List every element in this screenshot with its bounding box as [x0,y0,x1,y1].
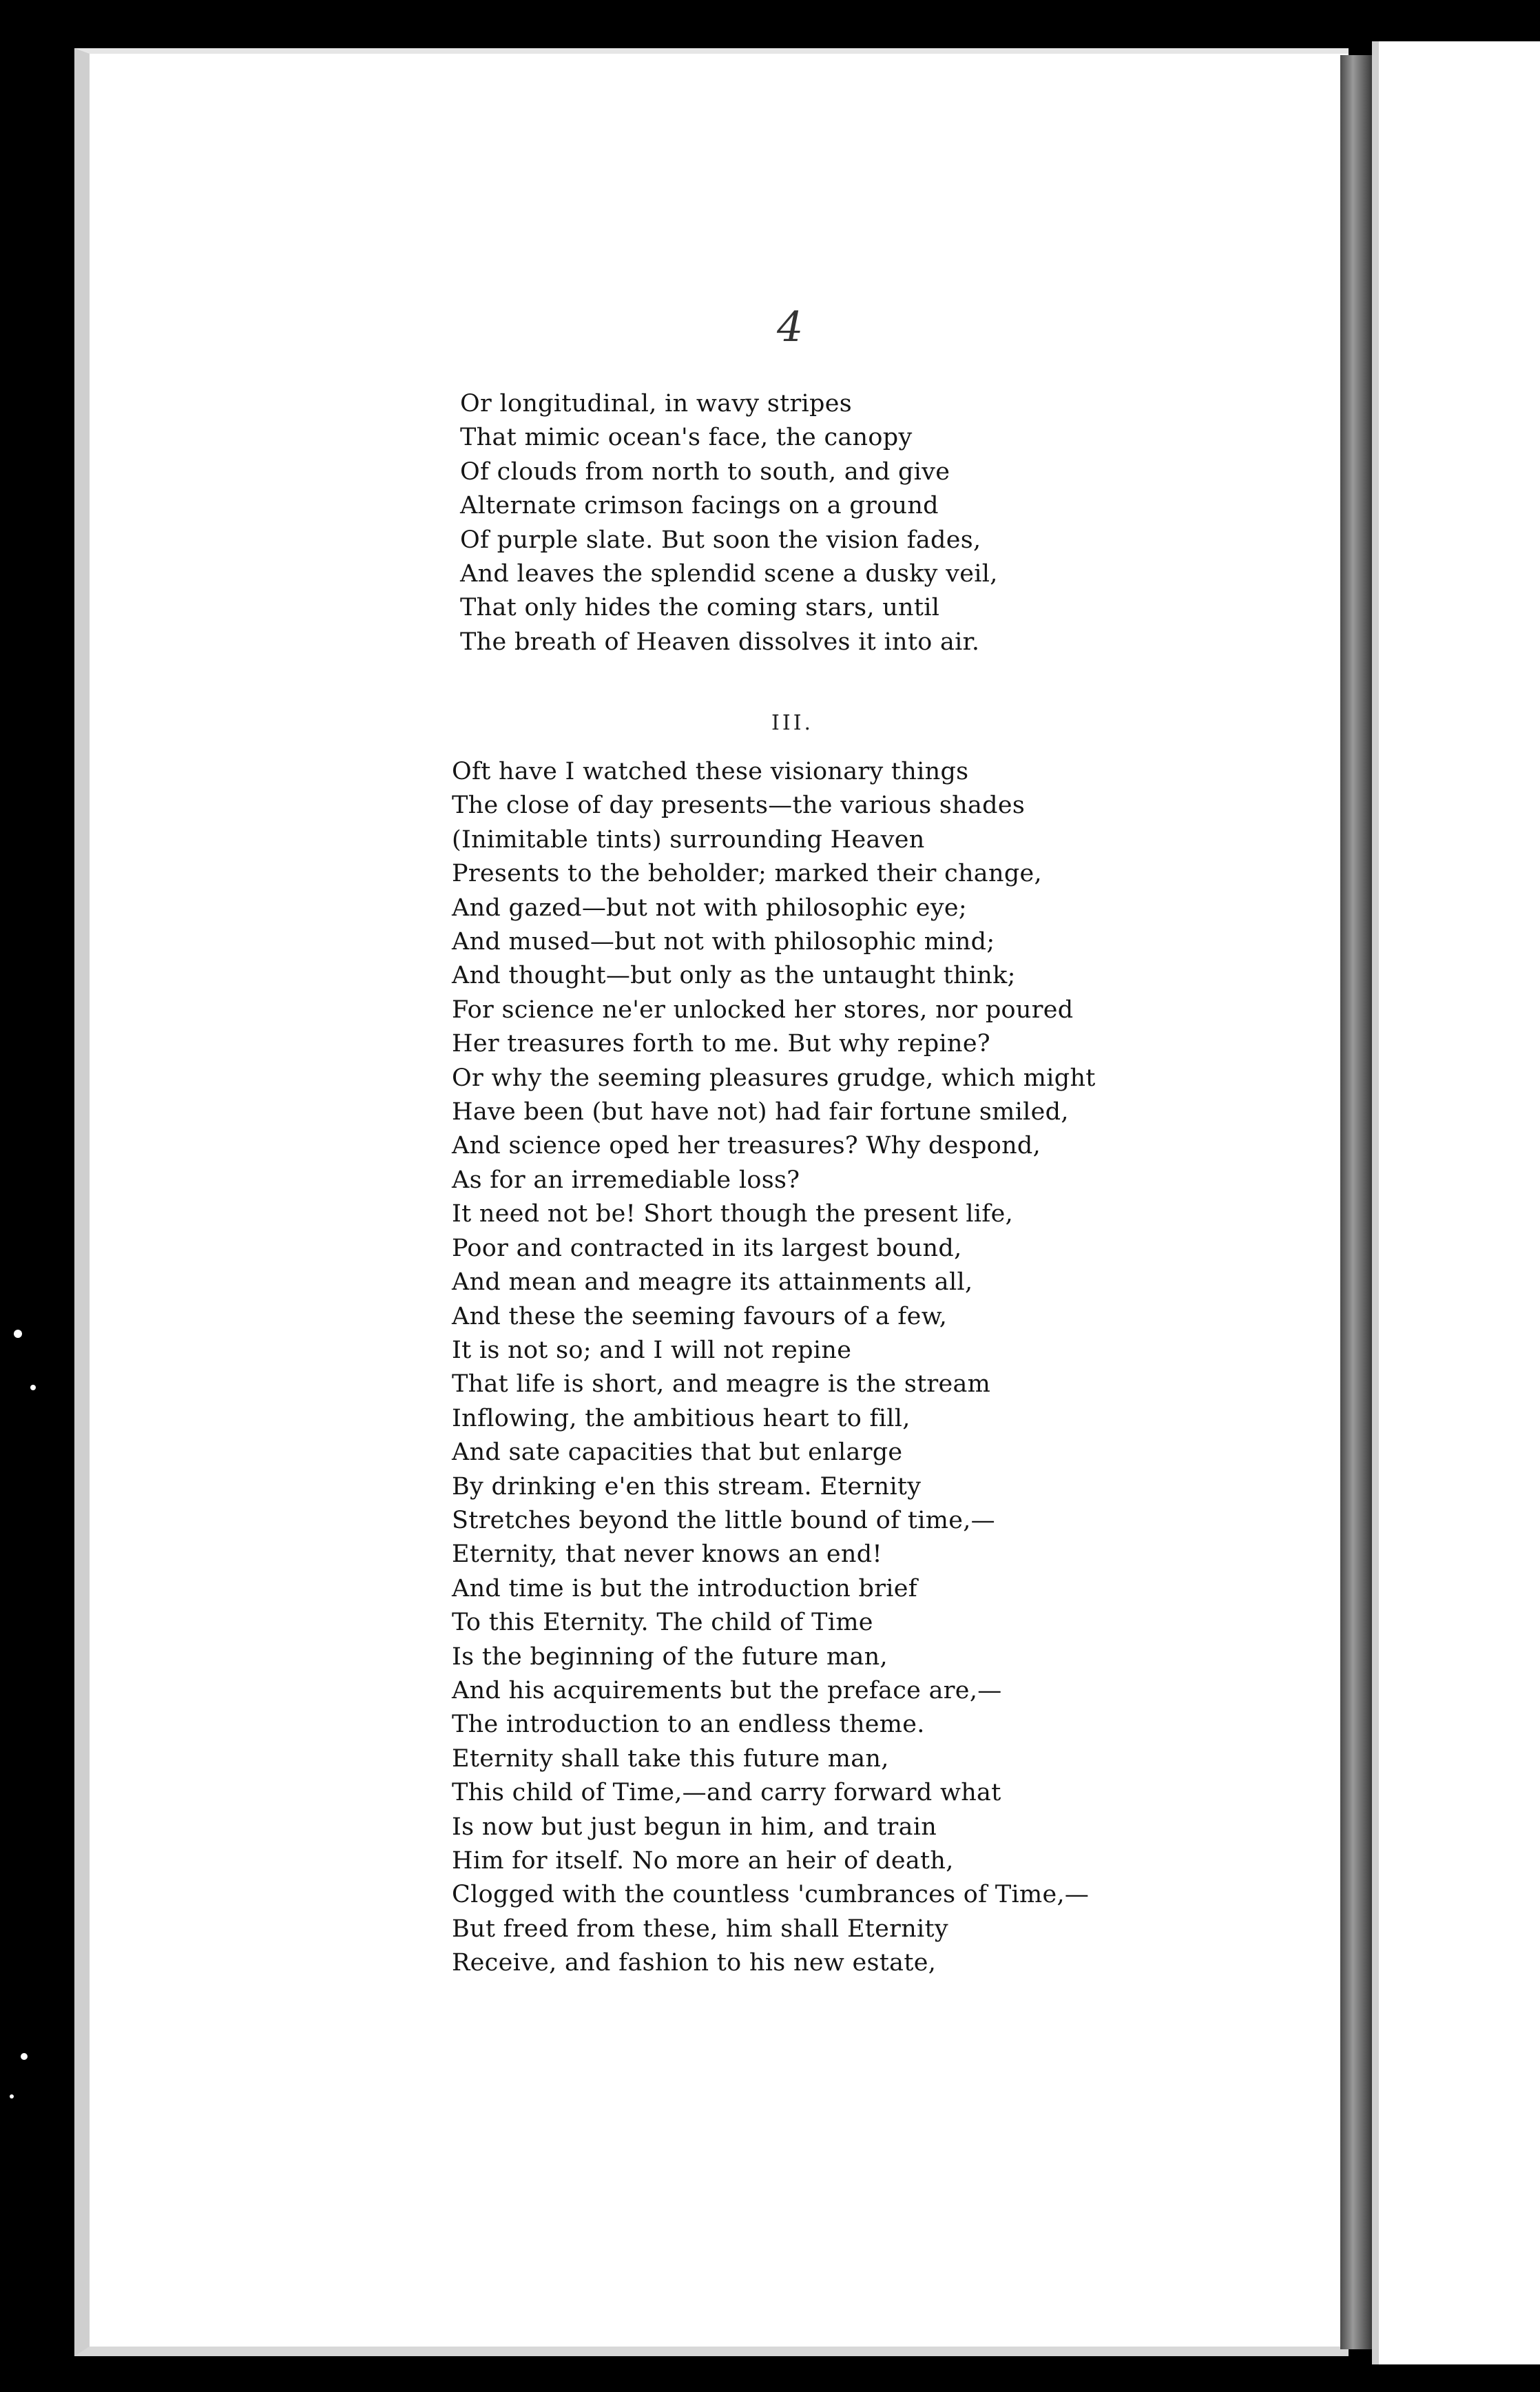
poem-line: The breath of Heaven dissolves it into air. [460,628,980,656]
poem-line: The introduction to an endless theme. [452,1711,925,1739]
poem-line: And thought—but only as the untaught think; [452,962,1016,990]
poem-line: The close of day presents—the various shades [452,792,1026,820]
poem-line: And science oped her treasures? Why despond, [452,1132,1041,1160]
poem-line: And mean and meagre its attainments all, [452,1268,973,1297]
poem-line: As for an irremediable loss? [452,1166,800,1194]
poem-line: Of clouds from north to south, and give [460,457,950,486]
poem-line: And these the seeming favours of a few, [452,1302,948,1330]
page-number: 4 [777,303,804,351]
poem-line: That life is short, and meagre is the stream [452,1370,991,1399]
poem-line: This child of Time,—and carry forward what [452,1779,1001,1807]
poem-line: Inflowing, the ambitious heart to fill, [452,1404,911,1432]
poem-line: Stretches beyond the little bound of time,— [452,1506,995,1534]
poem-line: Or why the seeming pleasures grudge, which might [452,1064,1096,1092]
poem-line: And sate capacities that but enlarge [452,1439,903,1467]
scan-speck [21,2053,28,2060]
poem-line: And mused—but not with philosophic mind; [452,928,995,956]
poem-line: By drinking e'en this stream. Eternity [452,1472,922,1501]
poem-line: And gazed—but not with philosophic eye; [452,894,967,922]
poem-line: It need not be! Short though the present life, [452,1200,1014,1228]
poem-line: Is the beginning of the future man, [452,1642,888,1671]
poem-line: (Inimitable tints) surrounding Heaven [452,825,925,854]
poem-line: Oft have I watched these visionary things [452,758,969,785]
poem-line: That mimic ocean's face, the canopy [460,424,913,452]
poem-line: Receive, and fashion to his new estate, [452,1949,937,1977]
stanza-three [0,755,1540,1981]
poem-line: Eternity shall take this future man, [452,1744,889,1773]
poem-line: Have been (but have not) had fair fortune smiled, [452,1098,1069,1126]
stanza-continued [0,387,1540,659]
poem-line: Eternity, that never knows an end! [452,1540,882,1569]
poem-line: But freed from these, him shall Eternity [452,1915,948,1943]
poem-line: It is not so; and I will not repine [452,1336,852,1364]
poem-line: And his acquirements but the preface are,— [452,1676,1002,1704]
poem-line: Is now but just begun in him, and train [452,1813,937,1841]
section-heading: III. [771,711,814,735]
poem-line: Alternate crimson facings on a ground [460,492,939,520]
poem-line: And time is but the introduction brief [452,1574,918,1602]
poem-line: Him for itself. No more an heir of death, [452,1847,954,1875]
scan-speck [10,2094,14,2099]
poem-line: Poor and contracted in its largest bound, [452,1234,962,1262]
poem-line: Of purple slate. But soon the vision fades, [460,526,981,554]
poem-line: Or longitudinal, in wavy stripes [460,390,853,417]
poem-line: And leaves the splendid scene a dusky veil, [460,560,998,588]
poem-line: For science ne'er unlocked her stores, nor poured [452,996,1074,1024]
poem-line: Presents to the beholder; marked their change, [452,860,1042,888]
poem-line: Her treasures forth to me. But why repine? [452,1030,990,1058]
poem-line: Clogged with the countless 'cumbrances of Time,— [452,1881,1090,1909]
poem-line: To this Eternity. The child of Time [452,1609,873,1637]
poem-line: That only hides the coming stars, until [460,594,940,622]
